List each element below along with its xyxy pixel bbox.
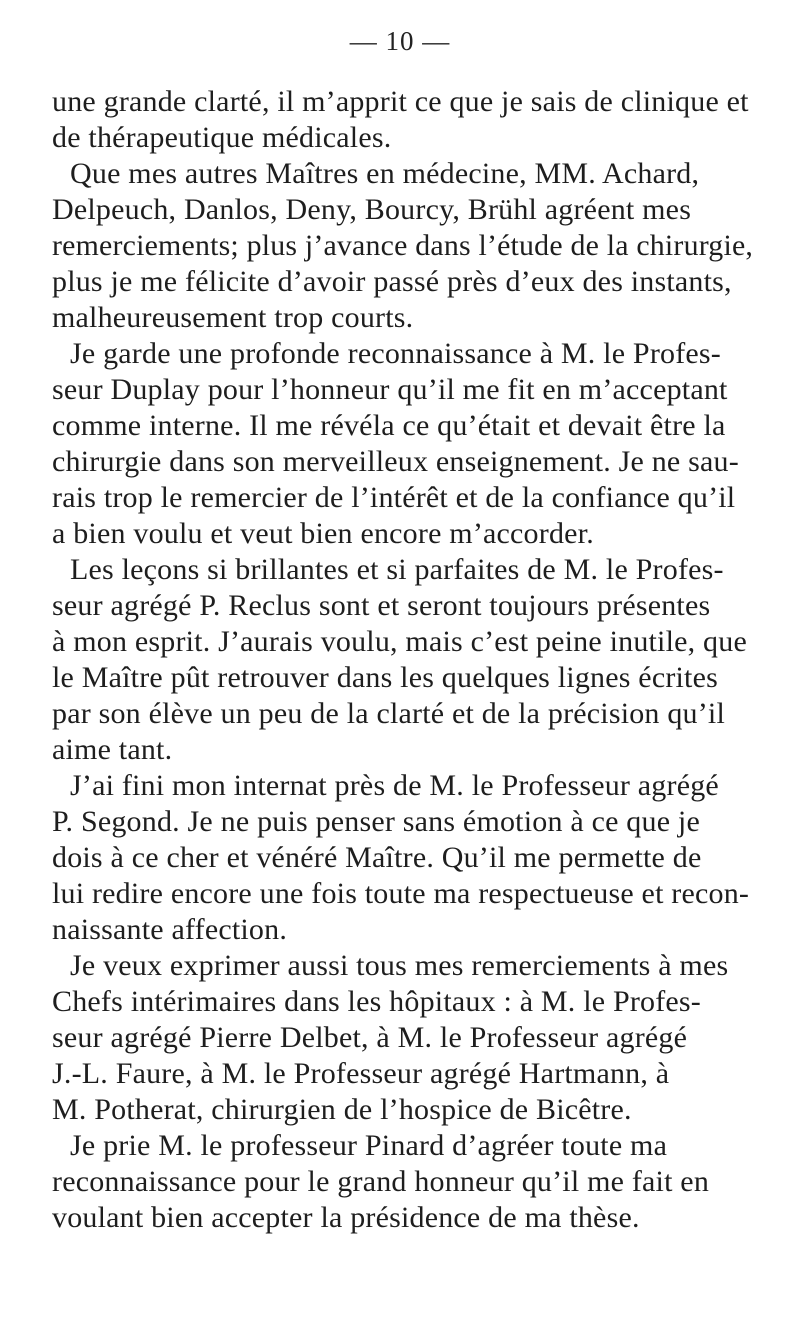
text-line: seur agrégé P. Reclus sont et seront toujours présentes (52, 589, 711, 622)
text-line: remerciements; plus j’avance dans l’étude de la chirurgie, (52, 229, 754, 262)
text-line: par son élève un peu de la clarté et de la précision qu’il (52, 697, 725, 730)
text-line: J.-L. Faure, à M. le Professeur agrégé Hartmann, à (52, 1057, 670, 1090)
page-number: — 10 — (349, 26, 451, 56)
text-line: Je prie M. le professeur Pinard d’agréer toute ma (70, 1129, 668, 1162)
text-line: rais trop le remercier de l’intérêt et de la confiance qu’il (52, 481, 736, 514)
text-line: Chefs intérimaires dans les hôpitaux : à M. le Profes- (52, 985, 701, 1018)
text-line: plus je me félicite d’avoir passé près d’eux des instants, (52, 265, 732, 298)
text-line: a bien voulu et veut bien encore m’accorder. (52, 517, 594, 550)
text-line: de thérapeutique médicales. (52, 121, 392, 154)
text-line: Les leçons si brillantes et si parfaites de M. le Profes- (70, 553, 724, 586)
text-line: une grande clarté, il m’apprit ce que je sais de clinique et (52, 85, 749, 118)
text-line: naissante affection. (52, 913, 288, 946)
text-line: M. Potherat, chirurgien de l’hospice de Bicêtre. (52, 1093, 632, 1126)
text-line: Que mes autres Maîtres en médecine, MM. Achard, (70, 157, 700, 190)
text-line: malheureusement trop courts. (52, 301, 414, 334)
text-line: le Maître pût retrouver dans les quelques lignes écrites (52, 661, 718, 694)
text-line: P. Segond. Je ne puis penser sans émotion à ce que je (52, 805, 700, 838)
text-line: seur Duplay pour l’honneur qu’il me fit en m’acceptant (52, 373, 728, 406)
text-line: à mon esprit. J’aurais voulu, mais c’est peine inutile, que (52, 625, 747, 658)
text-line: aime tant. (52, 733, 173, 766)
text-line: reconnaissance pour le grand honneur qu’il me fait en (52, 1165, 710, 1198)
text-line: chirurgie dans son merveilleux enseignement. Je ne sau- (52, 445, 739, 478)
text-line: Je veux exprimer aussi tous mes remerciements à mes (70, 949, 729, 982)
text-line: comme interne. Il me révéla ce qu’était et devait être la (52, 409, 726, 442)
text-line: Je garde une profonde reconnaissance à M. le Profes- (70, 337, 721, 370)
text-line: lui redire encore une fois toute ma respectueuse et recon- (52, 877, 750, 910)
text-line: J’ai fini mon internat près de M. le Professeur agrégé (70, 769, 719, 802)
text-line: dois à ce cher et vénéré Maître. Qu’il me permette de (52, 841, 702, 874)
text-line: seur agrégé Pierre Delbet, à M. le Professeur agrégé (52, 1021, 688, 1054)
text-line: Delpeuch, Danlos, Deny, Bourcy, Brühl agréent mes (52, 193, 692, 226)
text-line: voulant bien accepter la présidence de ma thèse. (52, 1201, 640, 1234)
